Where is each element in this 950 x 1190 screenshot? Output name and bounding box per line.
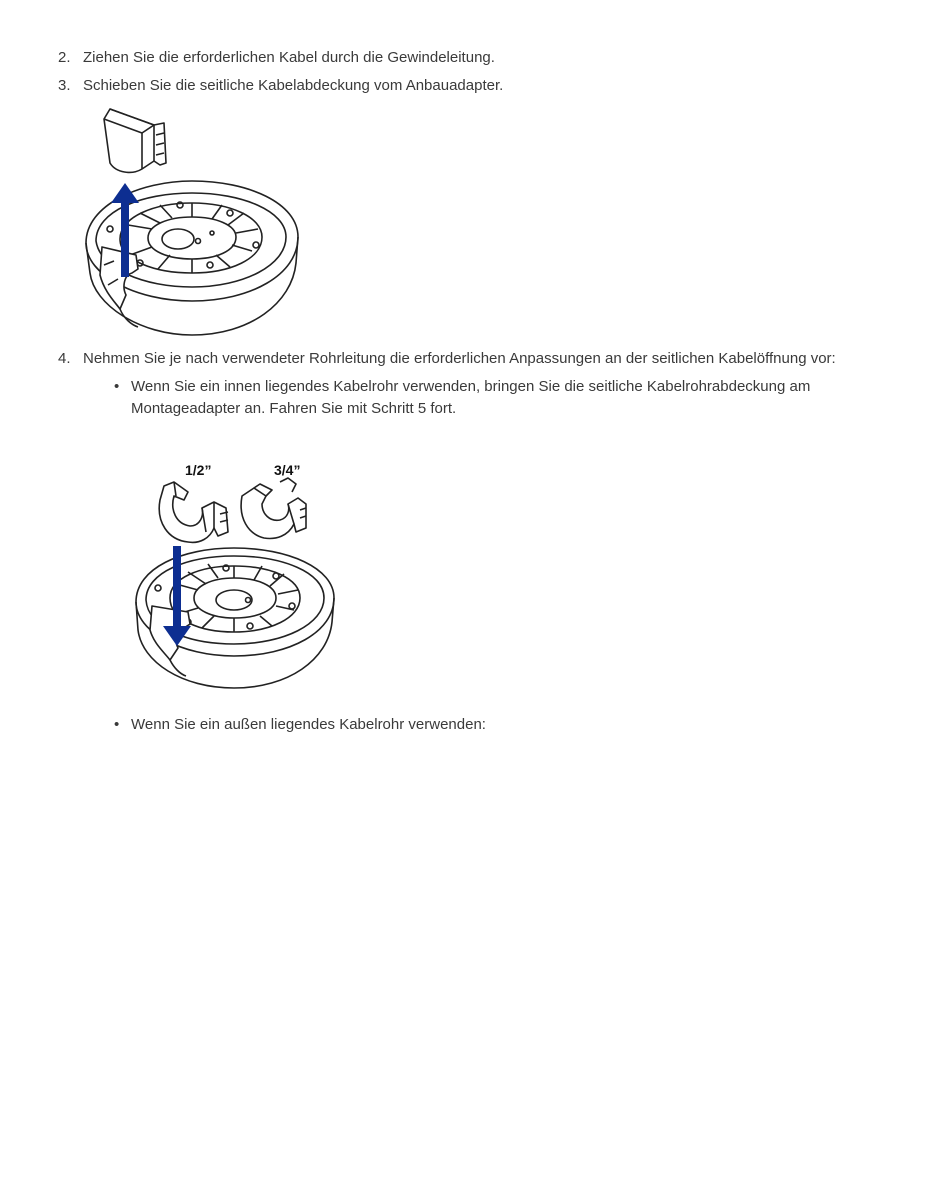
illustration-adapter-remove-cover bbox=[80, 105, 305, 340]
illustration-adapter-attach-cover bbox=[130, 456, 345, 696]
step-text: Schieben Sie die seitliche Kabelabdeckung vom Anbauadapter. bbox=[83, 77, 504, 94]
figure-remove-side-cover bbox=[80, 105, 305, 340]
step-text: Nehmen Sie je nach verwendeter Rohrleitung die erforderlichen Anpassungen an der seitlichen Kabelöffnung vor: bbox=[83, 350, 836, 367]
bullet-marker: • bbox=[114, 378, 120, 395]
step-text: Ziehen Sie die erforderlichen Kabel durch die Gewindeleitung. bbox=[83, 49, 495, 66]
step-number: 4. bbox=[58, 350, 71, 367]
size-label-three-quarter-inch: 3/4” bbox=[274, 462, 301, 478]
size-label-half-inch: 1/2” bbox=[185, 462, 212, 478]
bullet-text: Wenn Sie ein innen liegendes Kabelrohr verwenden, bringen Sie die seitliche Kabelrohrabdeckung am Montageadapter an. Fahren Sie mit Schritt 5 fort. bbox=[131, 378, 811, 417]
step-number: 3. bbox=[58, 77, 71, 94]
bullet-marker: • bbox=[114, 716, 120, 733]
figure-attach-conduit-cover bbox=[130, 456, 345, 696]
bullet-text: Wenn Sie ein außen liegendes Kabelrohr verwenden: bbox=[131, 716, 486, 733]
step-number: 2. bbox=[58, 49, 71, 66]
